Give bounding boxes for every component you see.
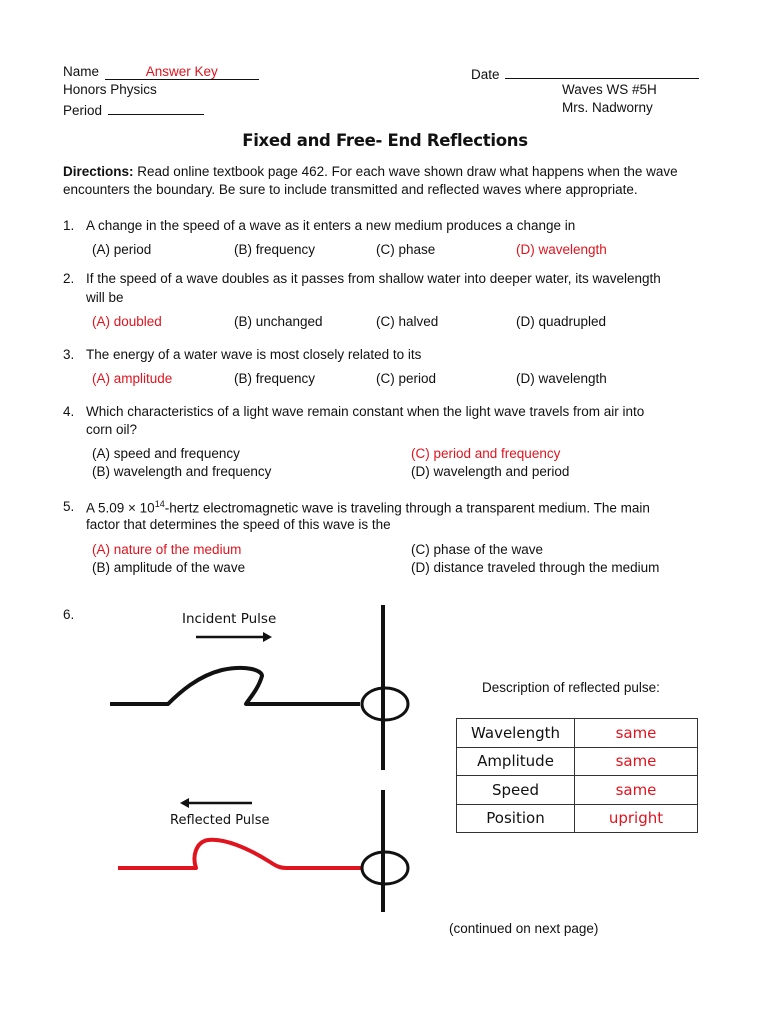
incident-arrow (196, 632, 272, 642)
reflected-pulse[interactable] (118, 840, 362, 868)
name-label: Name (63, 64, 100, 79)
table-row (457, 776, 698, 805)
q4-number: 4. (63, 404, 75, 419)
q2-text-2: will be (86, 290, 124, 305)
page-title: Fixed and Free- End Reflections (242, 131, 528, 150)
property-cell: Wavelength (457, 719, 575, 748)
q5-option-b: (B) amplitude of the wave (92, 560, 246, 575)
q4-option-c: (C) period and frequency (411, 446, 561, 461)
value-cell[interactable]: same (575, 776, 698, 805)
q5-exponent: 14 (154, 499, 165, 509)
value-cell[interactable]: same (575, 719, 698, 748)
q5-text-1a: A 5.09 × 10 (86, 500, 155, 516)
teacher-name: Mrs. Nadworny (562, 100, 653, 115)
q4-option-b: (B) wavelength and frequency (92, 464, 272, 479)
continued-note: (continued on next page) (449, 921, 599, 936)
name-value: Answer Key (145, 64, 218, 79)
value-cell[interactable]: same (575, 747, 698, 776)
q3-option-c: (C) period (376, 371, 437, 386)
incident-pulse (110, 668, 360, 704)
q5-text-1b: -hertz electromagnetic wave is traveling through a transparent medium. The main (164, 500, 650, 516)
value-cell[interactable]: upright (575, 804, 698, 833)
q2-option-b: (B) unchanged (234, 314, 323, 329)
directions-text-2: encounters the boundary. Be sure to include transmitted and reflected waves where appropriate. (63, 182, 638, 197)
q2-option-c: (C) halved (376, 314, 439, 329)
q5-number: 5. (63, 499, 75, 514)
q3-option-d: (D) wavelength (516, 371, 607, 386)
q3-option-b: (B) frequency (234, 371, 316, 386)
q4-option-d: (D) wavelength and period (411, 464, 570, 479)
course-name: Honors Physics (63, 82, 157, 97)
table-row (457, 719, 698, 748)
property-cell: Position (457, 804, 575, 833)
period-label: Period (63, 103, 103, 118)
directions-label: Directions: (63, 164, 134, 179)
q3-option-a: (A) amplitude (92, 371, 173, 386)
worksheet-id: Waves WS #5H (562, 82, 657, 97)
q2-option-d: (D) quadrupled (516, 314, 607, 329)
q6-number: 6. (63, 607, 75, 622)
q5-option-a: (A) nature of the medium (92, 542, 242, 557)
q2-text-1: If the speed of a wave doubles as it passes from shallow water into deeper water, its wavelength (86, 271, 661, 286)
q2-option-a: (A) doubled (92, 314, 162, 329)
q5-option-d: (D) distance traveled through the medium (411, 560, 660, 575)
q3-text: The energy of a water wave is most closely related to its (86, 347, 422, 362)
q1-option-c: (C) phase (376, 242, 436, 257)
q4-option-a: (A) speed and frequency (92, 446, 240, 461)
q4-text-2: corn oil? (86, 422, 138, 437)
q1-option-a: (A) period (92, 242, 152, 257)
q1-option-d: (D) wavelength (516, 242, 607, 257)
q4-text-1: Which characteristics of a light wave remain constant when the light wave travels from air into (86, 404, 645, 419)
q5-text-2: factor that determines the speed of this wave is the (86, 517, 391, 532)
date-label: Date (471, 67, 500, 82)
reflected-pulse-table (456, 718, 698, 833)
incident-pulse-label: Incident Pulse (182, 611, 277, 627)
description-label: Description of reflected pulse: (482, 680, 660, 695)
reflected-pulse-label: Reflected Pulse (170, 813, 270, 828)
table-row (457, 804, 698, 833)
q5-option-c: (C) phase of the wave (411, 542, 544, 557)
reflected-arrow (180, 798, 252, 808)
q3-number: 3. (63, 347, 75, 362)
property-cell: Speed (457, 776, 575, 805)
table-row (457, 747, 698, 776)
q1-number: 1. (63, 218, 75, 233)
directions-text-1: Read online textbook page 462. For each wave shown draw what happens when the wave (137, 164, 678, 179)
property-cell: Amplitude (457, 747, 575, 776)
q2-number: 2. (63, 271, 75, 286)
q1-option-b: (B) frequency (234, 242, 316, 257)
q1-text: A change in the speed of a wave as it enters a new medium produces a change in (86, 218, 576, 233)
